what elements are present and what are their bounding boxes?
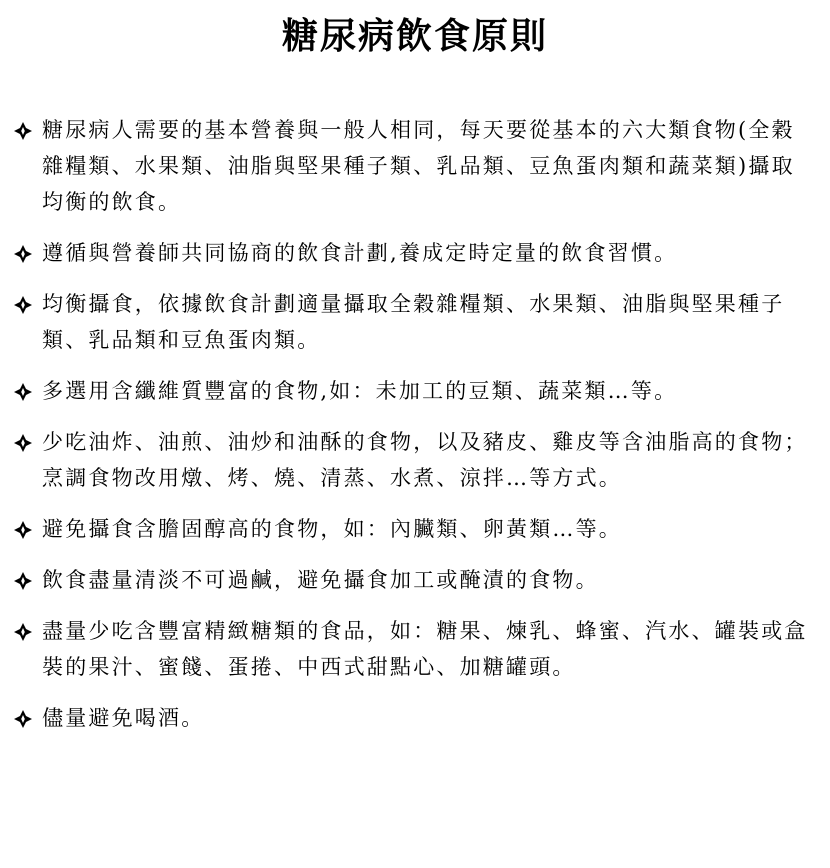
diamond-four-petal-icon — [14, 296, 32, 314]
diamond-four-petal-icon — [14, 710, 32, 728]
list-item — [14, 424, 814, 496]
list-item-text: 少吃油炸、油煎、油炒和油酥的食物，以及豬皮、雞皮等含油脂高的食物；烹調食物改用燉、烤、燒、清蒸、水煮、涼拌…等方式。 — [42, 430, 808, 490]
list-item-text: 均衡攝食，依據飲食計劃適量攝取全穀雜糧類、水果類、油脂與堅果種子類、乳品類和豆魚蛋肉類。 — [42, 292, 785, 352]
list-item — [14, 235, 814, 271]
list-item — [14, 373, 814, 409]
list-item — [14, 562, 814, 598]
list-item — [14, 511, 814, 547]
list-item-text: 多選用含纖維質豐富的食物,如：未加工的豆類、蔬菜類…等。 — [42, 379, 678, 403]
diamond-four-petal-icon — [14, 245, 32, 263]
list-item — [14, 613, 814, 685]
list-item — [14, 112, 814, 220]
diamond-four-petal-icon — [14, 122, 32, 140]
diamond-four-petal-icon — [14, 521, 32, 539]
page-title: 糖尿病飲食原則 — [281, 15, 548, 57]
diamond-four-petal-icon — [14, 383, 32, 401]
diamond-four-petal-icon — [14, 572, 32, 590]
list-item — [14, 286, 814, 358]
diamond-four-petal-icon — [14, 434, 32, 452]
list-item — [14, 700, 814, 736]
principles-list — [14, 112, 814, 751]
list-item-text: 儘量避免喝酒。 — [42, 706, 205, 730]
list-item-text: 遵循與營養師共同協商的飲食計劃,養成定時定量的飲食習慣。 — [42, 241, 678, 265]
list-item-text: 飲食盡量清淡不可過鹹，避免攝食加工或醃漬的食物。 — [42, 568, 599, 592]
list-item-text: 盡量少吃含豐富精緻糖類的食品，如：糖果、煉乳、蜂蜜、汽水、罐裝或盒裝的果汁、蜜餞、蛋捲、中西式甜點心、加糖罐頭。 — [42, 619, 808, 679]
list-item-text: 避免攝食含膽固醇高的食物，如：內臟類、卵黃類…等。 — [42, 517, 622, 541]
diamond-four-petal-icon — [14, 623, 32, 641]
list-item-text: 糖尿病人需要的基本營養與一般人相同，每天要從基本的六大類食物(全穀雜糧類、水果類、油脂與堅果種子類、乳品類、豆魚蛋肉類和蔬菜類)攝取均衡的飲食。 — [42, 118, 795, 214]
